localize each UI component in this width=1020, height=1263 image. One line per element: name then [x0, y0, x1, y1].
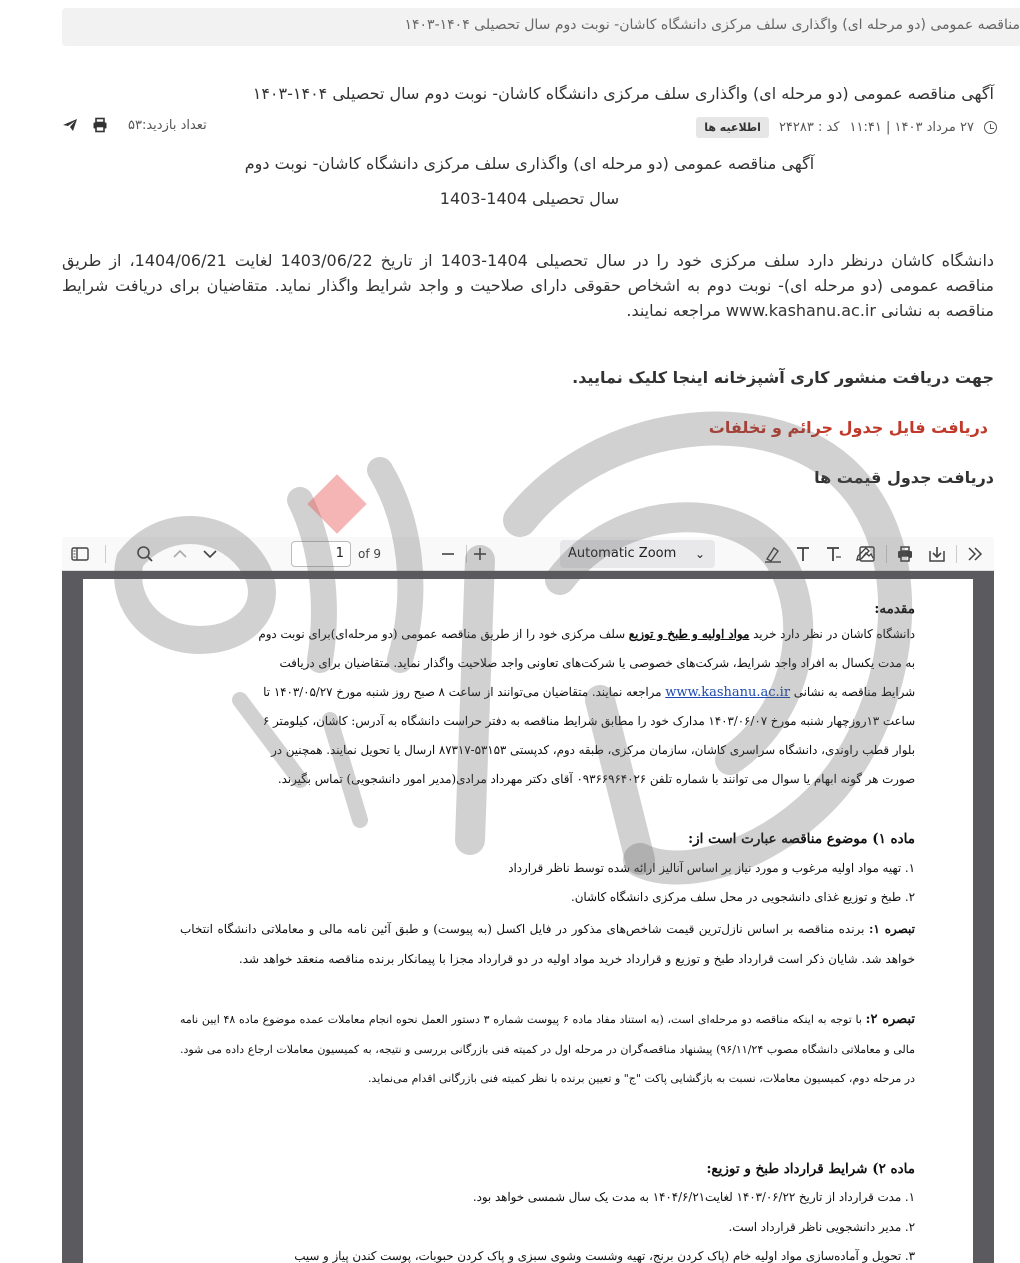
print-icon[interactable]: [896, 544, 914, 564]
doc-intro-line-4: ساعت ۱۳روزچهار شنبه مورخ ۱۴۰۳/۰۶/۰۷ مدارک خود را مطابق شرایط مناقصه به دفتر حراست دانشگاه به آدرس: کاشان، کیلومتر ۶: [262, 714, 915, 728]
zoom-select[interactable]: [560, 540, 715, 568]
doc-article-2-item: ۱. مدت قرارداد از تاریخ ۱۴۰۳/۰۶/۲۲ لغایت۱۴۰۴/۶/۲۱ به مدت یک سال شمسی خواهد بود.: [472, 1190, 915, 1204]
clock-icon: [984, 121, 997, 134]
doc-article-2-item: ۳. تحویل و آماده‌سازی مواد اولیه خام (پاک کردن برنج، تهیه وشست وشوی سبزی و پاک کردن حبوبات، پوست کندن پیاز و سیب: [294, 1249, 915, 1263]
doc-intro-line-5: بلوار قطب راوندی، دانشگاه سراسری کاشان، سازمان مرکزی، طبقه دوم، کدپستی ۵۳۱۵۳-۸۷۳۱۷ ارسال یا تحویل نمایند. همچنین در: [271, 743, 915, 757]
chevron-up-icon[interactable]: [172, 544, 188, 564]
zoom-out-icon[interactable]: [440, 544, 456, 564]
page-title: آگهی مناقصه عمومی (دو مرحله ای) واگذاری سلف مرکزی دانشگاه کاشان- نوبت دوم سال تحصیلی ۱۴۰۴-۱۴۰۳: [252, 84, 994, 103]
doc-intro-line-6: صورت هر گونه ابهام یا سوال می توانند با شماره تلفن ۰۹۳۶۶۹۶۴۰۲۶ آقای دکتر مهرداد مرادی(مدیر امور دانشجویی) تماس بگیرند.: [277, 772, 915, 786]
meta-actions: [62, 117, 207, 133]
penalties-file-link[interactable]: دریافت فایل جدول جرائم و تخلفات: [708, 418, 988, 437]
price-table-link[interactable]: دریافت جدول قیمت ها: [814, 468, 994, 487]
highlight-icon[interactable]: [764, 544, 782, 564]
category-badge[interactable]: اطلاعیه ها: [696, 117, 769, 138]
doc-article-1-item: ۱. تهیه مواد اولیه مرغوب و مورد نیاز بر اساس آنالیز ارائه شده توسط ناظر قرارداد: [508, 861, 915, 875]
pdf-toolbar: [62, 537, 994, 571]
toolbar-separator: [886, 545, 887, 563]
zoom-in-icon[interactable]: [472, 544, 488, 564]
doc-article-2-heading: ماده ۲) شرایط قرارداد طبخ و توزیع:: [706, 1161, 915, 1177]
news-code: کد : ۲۴۲۸۳: [778, 120, 840, 135]
toolbar-separator: [105, 545, 106, 563]
publish-date: ۲۷ مرداد ۱۴۰۳ | ۱۱:۴۱: [849, 120, 974, 135]
chevron-down-icon: ⌄: [694, 547, 705, 561]
pdf-page: [83, 579, 973, 1263]
share-telegram-icon[interactable]: [62, 117, 78, 133]
kitchen-charter-link[interactable]: جهت دریافت منشور کاری آشپزخانه اینجا کلیک نمایید.: [572, 368, 994, 387]
chevron-down-icon[interactable]: [202, 544, 218, 564]
toolbar-separator: [956, 545, 957, 563]
meta-info: [696, 117, 997, 138]
search-icon[interactable]: [136, 544, 154, 564]
notice-heading-1: آگهی مناقصه عمومی (دو مرحله ای) واگذاری سلف مرکزی دانشگاه کاشان- نوبت دوم: [244, 154, 815, 173]
text-alt-icon[interactable]: [824, 544, 842, 564]
doc-note-2: تبصره ۲: با توجه به اینکه مناقصه دو مرحله‌ای است، (به استناد مفاد ماده ۶ پیوست شماره ۳ دستور العمل نحوه انجام معاملات عمده موضوع ماده ۴۸ ایین نامه مالی و معاملاتی دانشگاه مصوب ۹۶/۱۱/۲۴) پیشنهاد مناقصه‌گران در مرحله اول در کمیته فنی بازرگانی بررسی و نتیجه، به کمیسیون معاملات ارجاع داده می شود. در مرحله دوم، کمیسیون معاملات، نسبت به بازگشایی پاکت "ج" و تعیین برنده با نظر کمیته فنی بازرگانی اقدام می‌نماید.: [180, 1012, 915, 1085]
notice-body: دانشگاه کاشان درنظر دارد سلف مرکزی خود را در سال تحصیلی 1404-1403 از تاریخ 1403/06/22 لغایت 1404/06/21، از طریق مناقصه عمومی (دو مرحله ای)- نوبت دوم به اشخاص حقوقی دارای صلاحیت و واجد شرایط واگذار نماید. متقاضیان برای دریافت شرایط مناقصه به نشانی www.kashanu.ac.ir مراجعه نمایند.: [62, 251, 995, 320]
toolbar-separator: [466, 545, 467, 563]
breadcrumb-text: مناقصه عمومی (دو مرحله ای) واگذاری سلف مرکزی دانشگاه کاشان- نوبت دوم سال تحصیلی ۱۴۰۴-۱۴۰۳: [404, 17, 1020, 33]
notice-heading-2: سال تحصیلی 1404-1403: [439, 189, 620, 208]
visit-count: تعداد بازدید:۵۳: [128, 117, 207, 133]
doc-intro-heading: مقدمه:: [874, 601, 915, 617]
doc-intro-line-1: دانشگاه کاشان در نظر دارد خرید مواد اولیه و طبخ و توزیع سلف مرکزی خود را از طریق مناقصه عمومی (دو مرحله‌ای)برای نوبت دوم: [258, 627, 915, 641]
page-number-input[interactable]: 1: [291, 541, 351, 567]
breadcrumb: [62, 8, 1020, 46]
meta-row: [62, 114, 997, 140]
download-icon[interactable]: [928, 544, 946, 564]
doc-article-1-heading: ماده ۱) موضوع مناقصه عبارت است از:: [688, 831, 915, 847]
zoom-value: Automatic Zoom: [568, 546, 677, 561]
pdf-viewer-area[interactable]: [62, 571, 994, 1263]
doc-intro-line-3: شرایط مناقصه به نشانی www.kashanu.ac.ir مراجعه نمایند. متقاضیان می‌توانند از ساعت ۸ صبح روز شنبه مورخ ۱۴۰۳/۰۵/۲۷ تا: [263, 685, 915, 700]
sidebar-toggle-icon[interactable]: [71, 544, 89, 564]
text-icon[interactable]: [794, 544, 812, 564]
image-icon[interactable]: [858, 544, 876, 564]
doc-article-2-item: ۲. مدیر دانشجویی ناظر قرارداد است.: [728, 1220, 915, 1234]
doc-article-1-item: ۲. طبخ و توزیع غذای دانشجویی در محل سلف مرکزی دانشگاه کاشان.: [570, 890, 915, 904]
doc-intro-line-2: به مدت یکسال به افراد واجد شرایط، شرکت‌های خصوصی یا شرکت‌های تعاونی واجد صلاحیت واگذار نماید. متقاضیان برای دریافت: [279, 656, 915, 670]
print-icon[interactable]: [92, 117, 108, 133]
page-count: of 9: [358, 547, 382, 561]
doc-site-link[interactable]: www.kashanu.ac.ir: [665, 685, 791, 700]
double-chevron-icon[interactable]: [966, 544, 984, 564]
doc-note-1: تبصره ۱: برنده مناقصه بر اساس نازل‌ترین قیمت شاخص‌های مذکور در فایل اکسل (به پیوست) و طبق آئین نامه مالی و معاملاتی دانشگاه انتخاب خواهد شد. شایان ذکر است قرارداد طبخ و توزیع و قرارداد خرید مواد اولیه در دو قرارداد مجزا با پیمانکار برنده مناقصه منعقد خواهد شد.: [180, 922, 915, 966]
